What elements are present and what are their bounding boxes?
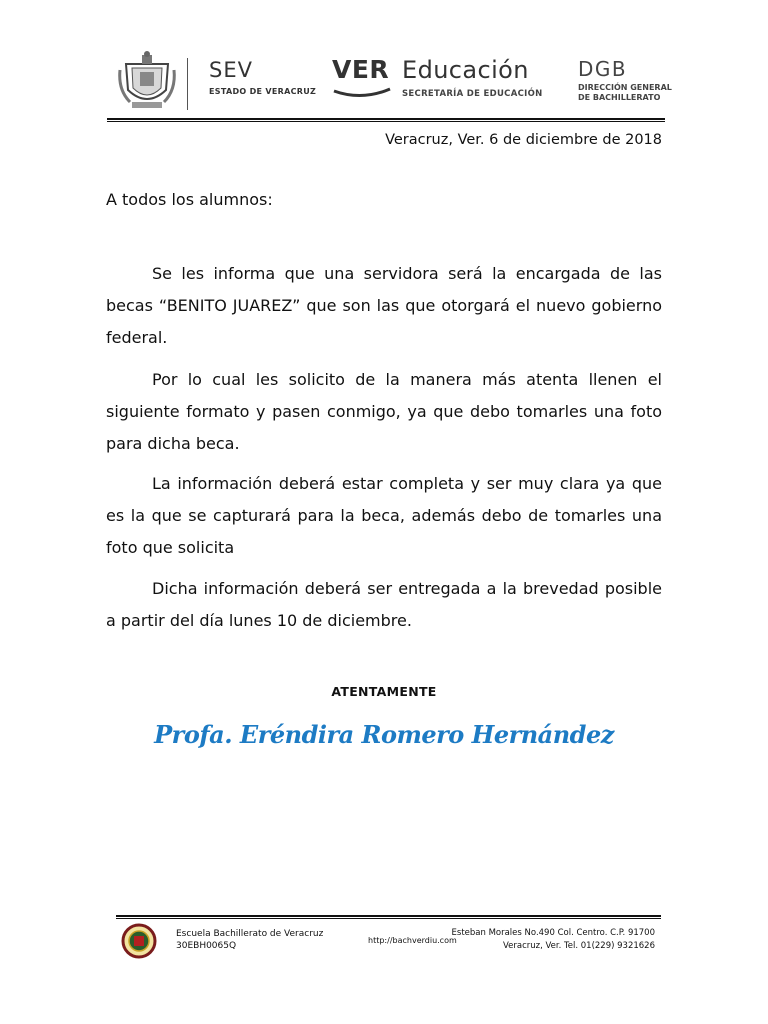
footer-website-link[interactable]: http://bachverdiu.com bbox=[368, 936, 457, 945]
school-seal-logo bbox=[120, 923, 158, 959]
header-divider bbox=[187, 58, 188, 110]
letter-greeting: A todos los alumnos: bbox=[106, 190, 273, 209]
letter-paragraph: Se les informa que una servidora será la encargada de las becas “BENITO JUAREZ” que son las que otorgará el nuevo gobierno federal. bbox=[106, 264, 662, 347]
footer-school-code: 30EBH0065Q bbox=[176, 941, 237, 951]
footer-rule-thin bbox=[116, 918, 661, 919]
dgb-subtitle-line-1: DIRECCIÓN GENERAL bbox=[578, 83, 672, 92]
letter-closing: ATENTAMENTE bbox=[331, 684, 437, 699]
dgb-subtitle-line-2: DE BACHILLERATO bbox=[578, 93, 661, 102]
signature-name: Profa. Eréndira Romero Hernández bbox=[154, 720, 614, 749]
letter-paragraph: Por lo cual les solicito de la manera más atenta llenen el siguiente formato y pasen conmigo, ya que debo tomarles una foto para dicha beca. bbox=[106, 370, 662, 453]
footer-phone: Veracruz, Ver. Tel. 01(229) 9321626 bbox=[503, 941, 655, 951]
footer-address: Esteban Morales No.490 Col. Centro. C.P. 91700 bbox=[451, 928, 655, 938]
ver-swoosh-icon bbox=[332, 85, 392, 101]
sev-logo-title: SEV bbox=[209, 58, 253, 82]
header-rule bbox=[107, 118, 665, 120]
educacion-logo-word: Educación bbox=[402, 56, 529, 84]
sev-logo-subtitle: ESTADO DE VERACRUZ bbox=[209, 87, 317, 96]
veracruz-coat-of-arms-logo bbox=[116, 50, 178, 112]
header-rule-thin bbox=[107, 121, 665, 122]
educacion-logo-subtitle: SECRETARÍA DE EDUCACIÓN bbox=[402, 89, 543, 99]
dgb-logo-title: DGB bbox=[578, 57, 628, 81]
letter-paragraph: Dicha información deberá ser entregada a la brevedad posible a partir del día lunes 10 de diciembre. bbox=[106, 579, 662, 630]
letter-paragraph: La información deberá estar completa y ser muy clara ya que es la que se capturará para la beca, además debo de tomarles una foto que solicita bbox=[106, 474, 662, 557]
letter-date: Veracruz, Ver. 6 de diciembre de 2018 bbox=[385, 132, 662, 148]
ver-logo-word: VER bbox=[332, 55, 390, 84]
dgb-logo-subtitle bbox=[578, 83, 688, 103]
footer-rule bbox=[116, 915, 661, 917]
footer-school-name: Escuela Bachillerato de Veracruz bbox=[176, 929, 324, 939]
